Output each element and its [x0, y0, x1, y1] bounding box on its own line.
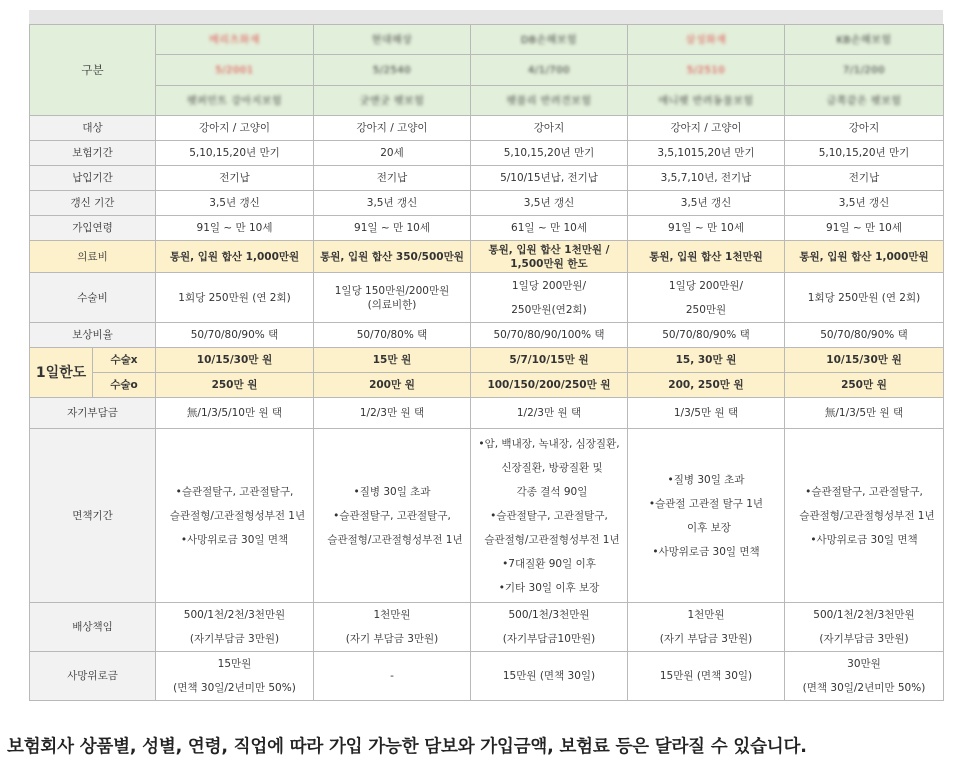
cell — [314, 603, 471, 652]
row-label: 보상비율 — [30, 323, 156, 348]
list-item: •슬관절탈구, 고관절탈구, — [175, 485, 294, 498]
cell-line: (면책 30일/2년미만 50%) — [173, 682, 296, 694]
cell: 3,5년 갱신 — [628, 191, 785, 216]
cell: 250만 원 — [156, 373, 314, 398]
company-code: 5/2001 — [156, 55, 314, 86]
row-label: 사망위로금 — [30, 652, 156, 701]
exemption-list — [314, 429, 471, 603]
cell-line: (자기부담금10만원) — [502, 633, 596, 645]
cell: 1/2/3만 원 택 — [471, 398, 628, 429]
row-label: 납입기간 — [30, 166, 156, 191]
cell-line: 통원, 입원 합산 1천만원 / — [488, 243, 610, 256]
cell — [471, 241, 628, 273]
company-code: 4/1/700 — [471, 55, 628, 86]
cell: - — [314, 652, 471, 701]
cell: 50/70/80% 택 — [314, 323, 471, 348]
cell: 15만원 (면책 30일) — [628, 652, 785, 701]
cell-line: 15만원 — [217, 658, 252, 670]
list-item: 신장질환, 방광질환 및 — [501, 461, 603, 474]
cell-line: 30만원 — [847, 658, 881, 670]
cell-line: (의료비한) — [367, 298, 417, 311]
list-item: •슬관절탈구, 고관절탈구, — [805, 485, 923, 498]
exemption-list — [471, 429, 628, 603]
cell: 3,5,1015,20년 만기 — [628, 141, 785, 166]
list-item: •사망위로금 30일 면책 — [810, 533, 918, 546]
cell — [785, 652, 944, 701]
cell: 3,5년 갱신 — [471, 191, 628, 216]
row-consolation — [30, 652, 944, 701]
list-item: •사망위로금 30일 면책 — [652, 545, 760, 558]
top-gray-bar — [29, 10, 943, 24]
list-item: •기타 30일 이후 보장 — [498, 581, 600, 594]
cell-line: 250만원 — [685, 303, 727, 316]
cell: 3,5년 갱신 — [314, 191, 471, 216]
cell: 50/70/80/90% 택 — [156, 323, 314, 348]
list-item: •7대질환 90일 이후 — [502, 557, 596, 570]
cell-line: (면책 30일/2년미만 50%) — [802, 682, 926, 694]
cell — [471, 603, 628, 652]
header-label: 구분 — [30, 25, 156, 116]
cell: 5/7/10/15만 원 — [471, 348, 628, 373]
cell: 無/1/3/5만 원 택 — [785, 398, 944, 429]
cell-line: 500/1천/3천만원 — [508, 609, 590, 621]
cell: 강아지 — [471, 116, 628, 141]
list-item: 각종 결석 90일 — [516, 485, 588, 498]
row-label: 배상책임 — [30, 603, 156, 652]
cell: 5,10,15,20년 만기 — [156, 141, 314, 166]
cell-line: 500/1천/2천/3천만원 — [813, 609, 915, 621]
row-daylimit-no-surgery — [30, 348, 944, 373]
exemption-list — [785, 429, 944, 603]
product-name: 펫블리 반려견보험 — [471, 86, 628, 116]
sub-label: 수술x — [93, 348, 156, 373]
list-item: •슬관절 고관절 탈구 1년 — [648, 497, 764, 510]
cell: 61일 ~ 만 10세 — [471, 216, 628, 241]
cell: 無/1/3/5/10만 원 택 — [156, 398, 314, 429]
cell-line: (자기부담금 3만원) — [819, 633, 909, 645]
product-name: 펫퍼민트 강아지보험 — [156, 86, 314, 116]
list-item: 슬관절형/고관절형성부전 1년 — [327, 533, 463, 546]
daylimit-label: 1일한도 — [30, 348, 93, 398]
sub-label: 수술o — [93, 373, 156, 398]
cell-line: (자기 부담금 3만원) — [345, 633, 439, 645]
company-code: 7/1/200 — [785, 55, 944, 86]
list-item: 슬관절형/고관절형성부전 1년 — [799, 509, 935, 522]
cell: 100/150/200/250만 원 — [471, 373, 628, 398]
disclaimer-note: 보험회사 상품별, 성별, 연령, 직업에 따라 가입 가능한 담보와 가입금액, 보험료 등은 달라질 수 있습니다. — [7, 737, 807, 757]
cell-line: 1일당 150만원/200만원 — [334, 284, 450, 297]
cell: 5,10,15,20년 만기 — [785, 141, 944, 166]
cell: 20세 — [314, 141, 471, 166]
list-item: •슬관절탈구, 고관절탈구, — [490, 509, 608, 522]
exemption-list — [628, 429, 785, 603]
company-name: 삼성화재 — [628, 25, 785, 55]
cell: 1회당 250만원 (연 2회) — [156, 273, 314, 323]
company-name: 메리츠화재 — [156, 25, 314, 55]
row-deductible — [30, 398, 944, 429]
row-liability — [30, 603, 944, 652]
cell-line: 250만원(연2회) — [511, 303, 587, 316]
row-exemption — [30, 429, 944, 603]
cell: 200만 원 — [314, 373, 471, 398]
row-ratio — [30, 323, 944, 348]
cell: 1/3/5만 원 택 — [628, 398, 785, 429]
list-item: •사망위로금 30일 면책 — [180, 533, 289, 546]
cell: 50/70/80/90% 택 — [628, 323, 785, 348]
cell: 10/15/30만 원 — [785, 348, 944, 373]
cell: 강아지 / 고양이 — [628, 116, 785, 141]
cell: 통원, 입원 합산 1천만원 — [628, 241, 785, 273]
cell-line: 1,500만원 한도 — [510, 257, 588, 270]
row-daylimit-surgery — [30, 373, 944, 398]
cell: 15, 30만 원 — [628, 348, 785, 373]
cell: 91일 ~ 만 10세 — [785, 216, 944, 241]
cell: 91일 ~ 만 10세 — [628, 216, 785, 241]
cell: 3,5,7,10년, 전기납 — [628, 166, 785, 191]
row-target — [30, 116, 944, 141]
cell: 강아지 — [785, 116, 944, 141]
exemption-list — [156, 429, 314, 603]
cell: 통원, 입원 합산 350/500만원 — [314, 241, 471, 273]
cell: 강아지 / 고양이 — [156, 116, 314, 141]
product-name: 애니펫 반려동물보험 — [628, 86, 785, 116]
company-name: 현대해상 — [314, 25, 471, 55]
cell: 전기납 — [785, 166, 944, 191]
cell: 3,5년 갱신 — [785, 191, 944, 216]
company-name: DB손해보험 — [471, 25, 628, 55]
row-label: 가입연령 — [30, 216, 156, 241]
product-name: 굿앤굿 펫보험 — [314, 86, 471, 116]
cell — [628, 603, 785, 652]
header-row-company — [30, 25, 944, 55]
company-code: 5/2510 — [628, 55, 785, 86]
company-name: KB손해보험 — [785, 25, 944, 55]
cell-line: 1천만원 — [687, 609, 725, 621]
cell: 5,10,15,20년 만기 — [471, 141, 628, 166]
company-code: 5/2540 — [314, 55, 471, 86]
cell-line: 1천만원 — [373, 609, 411, 621]
cell: 전기납 — [314, 166, 471, 191]
cell: 15만원 (면책 30일) — [471, 652, 628, 701]
row-label: 자기부담금 — [30, 398, 156, 429]
cell: 10/15/30만 원 — [156, 348, 314, 373]
cell: 통원, 입원 합산 1,000만원 — [156, 241, 314, 273]
cell: 200, 250만 원 — [628, 373, 785, 398]
row-label: 의료비 — [30, 241, 156, 273]
row-label: 보험기간 — [30, 141, 156, 166]
cell — [471, 273, 628, 323]
list-item: •슬관절탈구, 고관절탈구, — [333, 509, 451, 522]
row-renewal — [30, 191, 944, 216]
row-period — [30, 141, 944, 166]
cell-line: 500/1천/2천/3천만원 — [183, 609, 286, 621]
cell: 1/2/3만 원 택 — [314, 398, 471, 429]
cell: 50/70/80/90% 택 — [785, 323, 944, 348]
row-surgery — [30, 273, 944, 323]
cell — [628, 273, 785, 323]
cell: 250만 원 — [785, 373, 944, 398]
header-row-product — [30, 86, 944, 116]
row-label: 갱신 기간 — [30, 191, 156, 216]
cell-line: 1일당 200만원/ — [511, 279, 587, 292]
row-payment — [30, 166, 944, 191]
cell — [156, 652, 314, 701]
cell: 3,5년 갱신 — [156, 191, 314, 216]
cell — [785, 603, 944, 652]
header-row-code — [30, 55, 944, 86]
cell: 전기납 — [156, 166, 314, 191]
row-label: 면책기간 — [30, 429, 156, 603]
cell: 15만 원 — [314, 348, 471, 373]
cell: 5/10/15년납, 전기납 — [471, 166, 628, 191]
row-label: 대상 — [30, 116, 156, 141]
row-label: 수술비 — [30, 273, 156, 323]
cell-line: (자기부담금 3만원) — [189, 633, 280, 645]
list-item: •질병 30일 초과 — [353, 485, 431, 498]
list-item: •질병 30일 초과 — [667, 473, 745, 486]
cell-line: 1일당 200만원/ — [668, 279, 744, 292]
list-item: •암, 백내장, 녹내장, 심장질환, — [478, 437, 620, 450]
cell-line: (자기 부담금 3만원) — [659, 633, 753, 645]
cell: 91일 ~ 만 10세 — [156, 216, 314, 241]
cell: 1회당 250만원 (연 2회) — [785, 273, 944, 323]
row-age — [30, 216, 944, 241]
product-name: 금쪽같은 펫보험 — [785, 86, 944, 116]
insurance-comparison-table — [29, 24, 944, 701]
list-item: 이후 보장 — [687, 521, 731, 534]
cell: 강아지 / 고양이 — [314, 116, 471, 141]
list-item: 슬관절형/고관절형성부전 1년 — [169, 509, 306, 522]
cell: 91일 ~ 만 10세 — [314, 216, 471, 241]
row-medical — [30, 241, 944, 273]
cell — [314, 273, 471, 323]
cell: 통원, 입원 합산 1,000만원 — [785, 241, 944, 273]
cell — [156, 603, 314, 652]
list-item: 슬관절형/고관절형성부전 1년 — [484, 533, 620, 546]
cell: 50/70/80/90/100% 택 — [471, 323, 628, 348]
